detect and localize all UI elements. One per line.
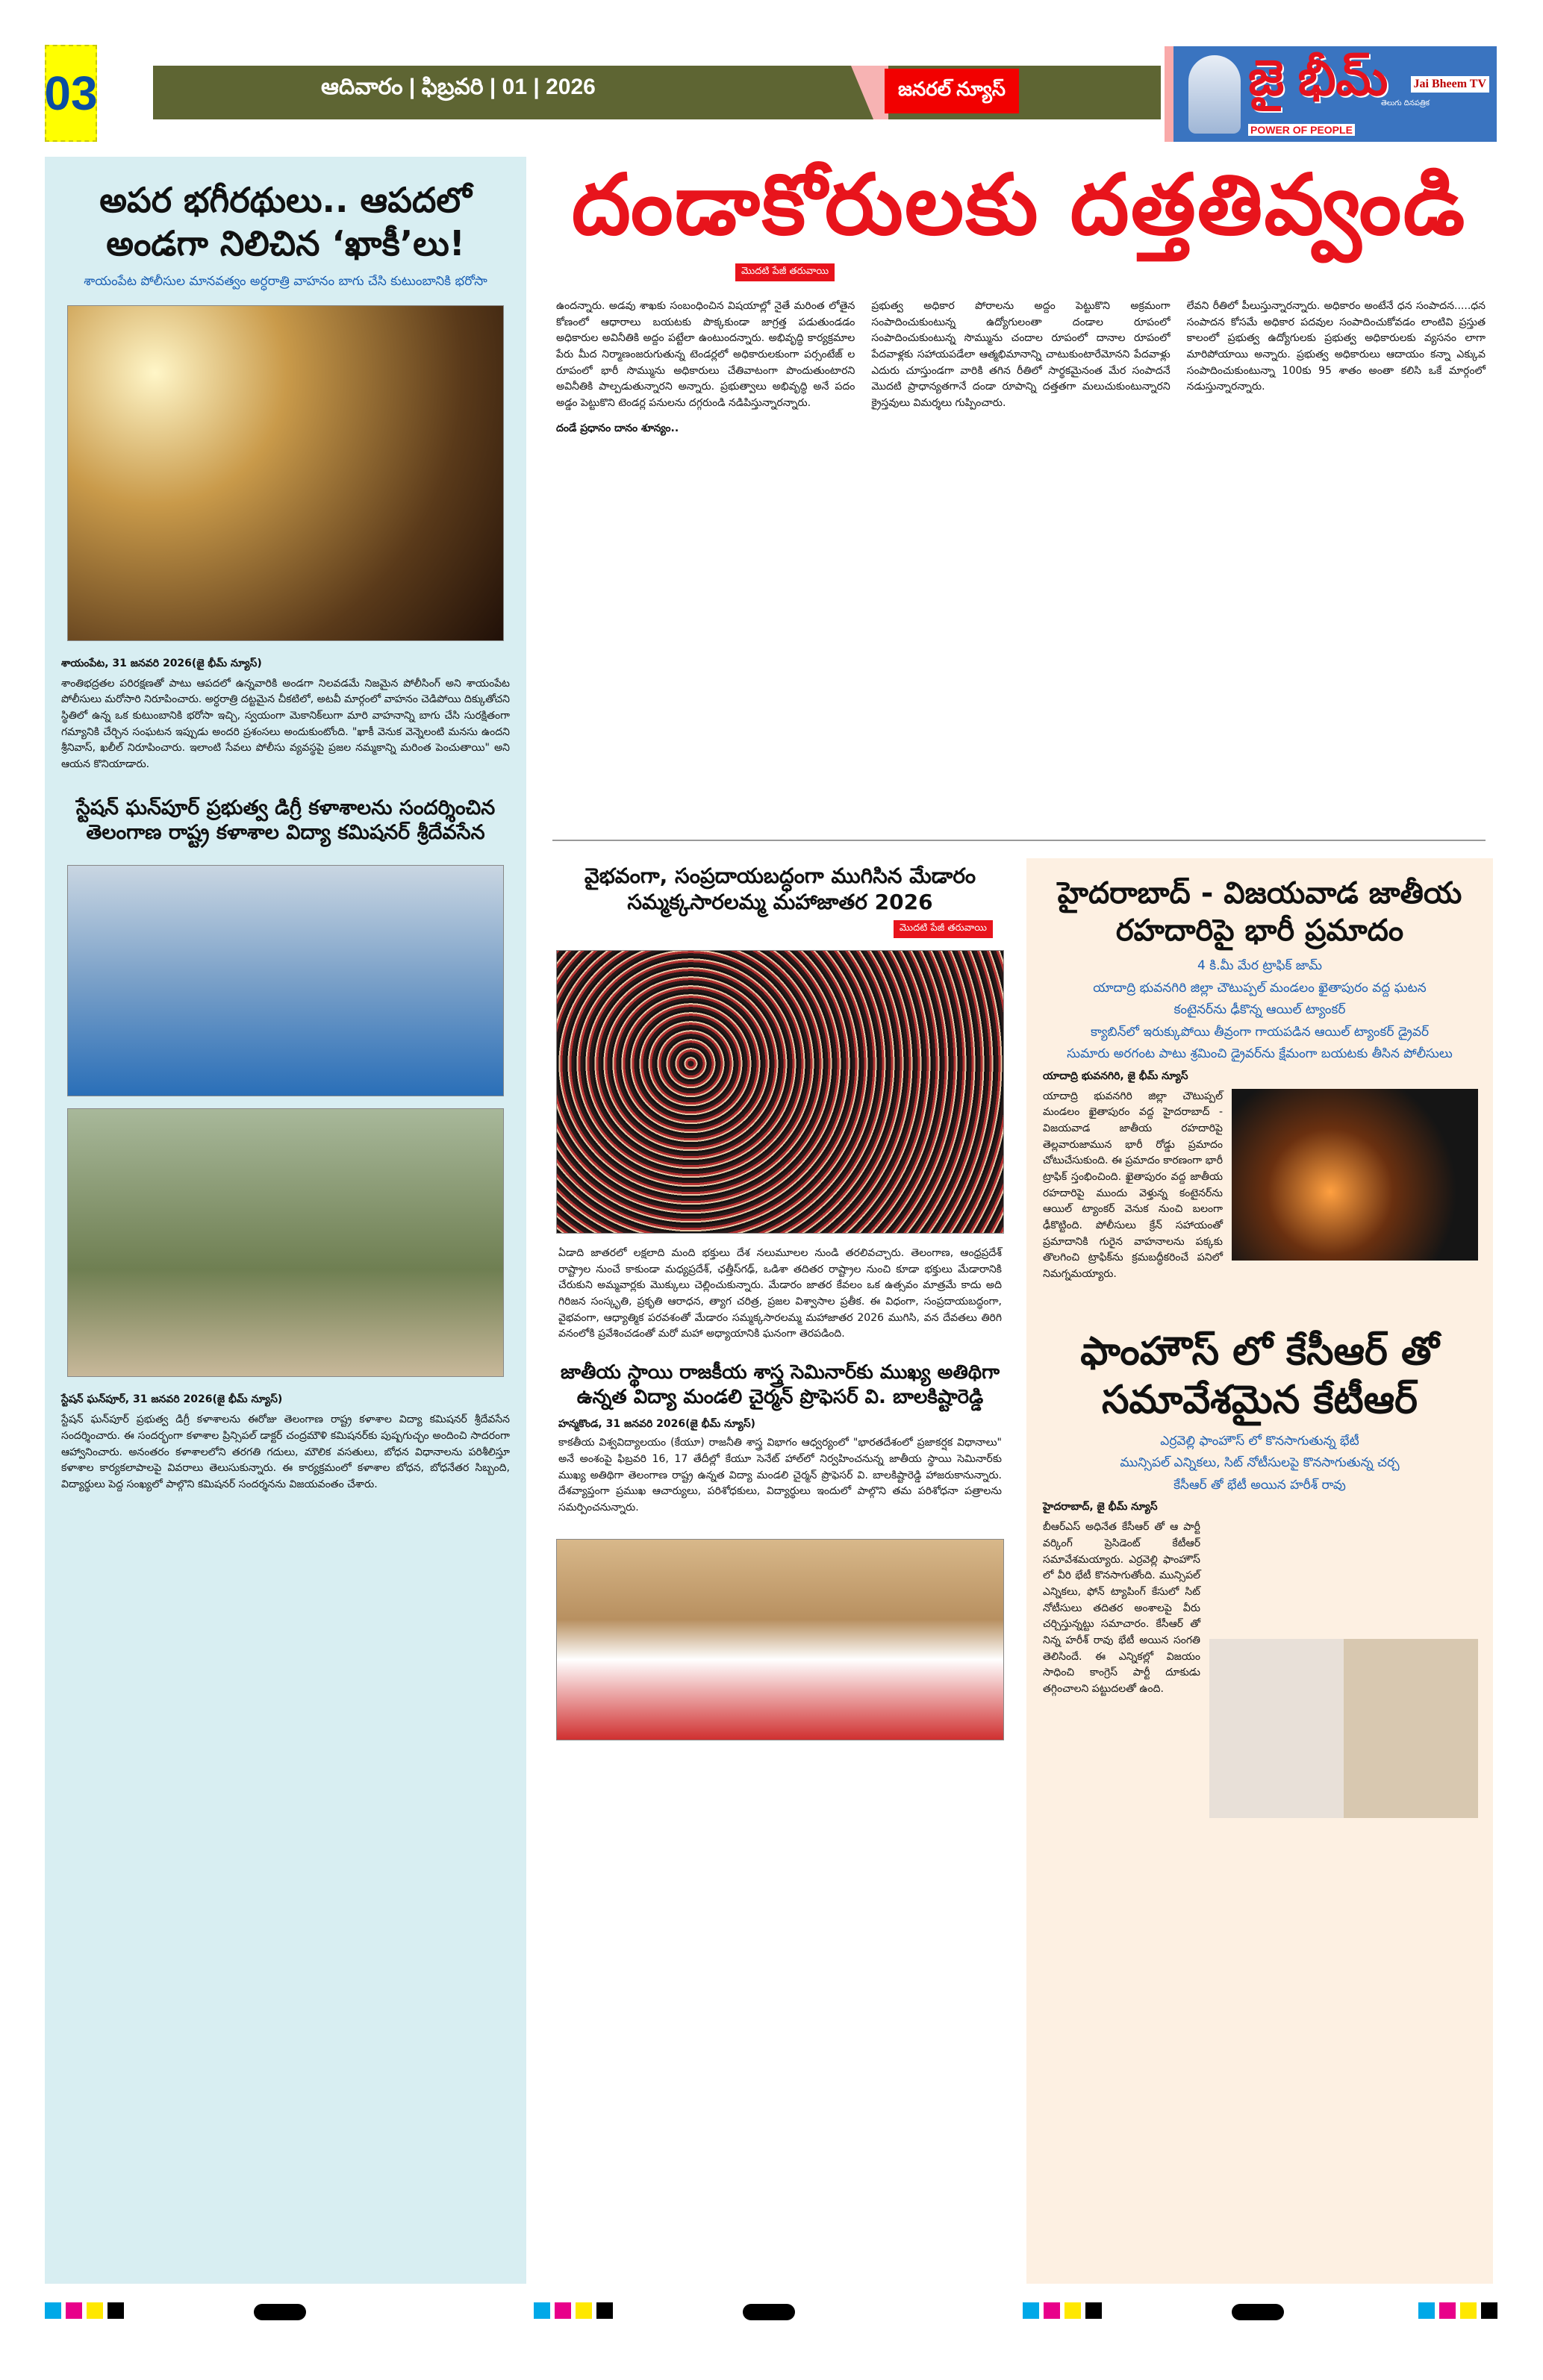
dateline: స్టేషన్ ఘన్‌పూర్, 31 జనవరి 2026(జై భీమ్ న్యూస్)	[61, 1393, 283, 1406]
section-tag: జనరల్ న్యూస్	[885, 69, 1019, 113]
classroom-photo	[67, 865, 504, 1096]
continued-tag: మొదటి పేజీ తరువాయి	[894, 920, 993, 938]
subhead: ఎర్రవెల్లి ఫాంహౌస్ లో కొనసాగుతున్న భేటీ	[1160, 1433, 1359, 1449]
article-headline: హైదరాబాద్ - విజయవాడ జాతీయ రహదారిపై భారీ ప్రమాదం	[1057, 876, 1462, 948]
masthead-logo	[1165, 46, 1497, 142]
logo-tagline: POWER OF PEOPLE	[1248, 124, 1355, 136]
right-column	[1026, 858, 1493, 2284]
article-column: ప్రభుత్వ అధికార పోరాలను అద్దం పెట్టుకొని అక్రమంగా సంపాదించుకుంటున్న ఉద్యోగులంతా దండాల రూపంలో సంపాదించుకుంటున్న సొమ్మును చందాల రూపంలో దానాల రూపంలో పేదవాళ్లకు సహాయపడేలా ఆత్మభిమానాన్ని చాటుకుంటారేమోనని పేదవాళ్లు ఎదురు చూస్తుండగా వారికి తగిన రీతిలో సార్థకమైనంత మేర సంపాదనే మొదటి ప్రాధాన్యతగానే దండా రూపాన్ని దత్తతగా మలుచుకుంటున్నారని క్రైస్తవులు విమర్శలు గుప్పించారు.	[871, 300, 1171, 410]
article-body: యాదాద్రి భువనగిరి జిల్లా చౌటుప్పల్ మండలం ఖైతాపురం వద్ద హైదరాబాద్ - విజయవాడ జాతీయ రహదారిపై తెల్లవారుజామున భారీ రోడ్డు ప్రమాదం చోటుచేసుకుంది. ఈ ప్రమాదం కారణంగా భారీ ట్రాఫిక్ స్తంభించింది. ఖైతాపురం వద్ద జాతీయ రహదారిపై ముందు వెళ్తున్న కంటైనర్‌ను ఆయిల్ ట్యాంకర్ వెనుక నుంచి బలంగా ఢీకొట్టింది. పోలీసులు క్రేన్ సహాయంతో ప్రమాదానికి గురైన వాహనాలను పక్కకు తొలగించి ట్రాఫిక్‌ను క్రమబద్ధీకరించే పనిలో నిమగ్నమయ్యారు.	[1043, 1090, 1223, 1281]
article-headline: జాతీయ స్థాయి రాజకీయ శాస్త్ర సెమినార్‌కు ముఖ్య అతిథిగా ఉన్నత విద్యా మండలి చైర్మన్ ప్రొఫెసర్ వి. బాలకిష్టారెడ్డి	[560, 1361, 1000, 1408]
article-body: ఏడాది జాతరలో లక్షలాది మంది భక్తులు దేశ నలుమూలల నుండి తరలివచ్చారు. తెలంగాణ, ఆంధ్రప్రదేశ్ రాష్ట్రాల నుంచే కాకుండా మధ్యప్రదేశ్, ఛత్తీస్‌గఢ్, ఒడిశా తదితర రాష్ట్రాల నుంచి కూడా భక్తులు మేడారానికి చేరుకుని అమ్మవార్లకు మొక్కులు చెల్లించుకున్నారు. మేడారం జాతర కేవలం ఒక ఉత్సవం మాత్రమే కాదు అది గిరిజన సంస్కృతి, ప్రకృతి ఆరాధన, త్యాగ చరిత్ర, ప్రజల విశ్వాసాల ప్రతీక. ఈ విధంగా, సంప్రదాయబద్ధంగా, వైభవంగా, ఆధ్యాత్మిక పరవశంతో మేడారం సమ్మక్కసారలమ్మ మహాజాతర 2026 ముగిసి, వన దేవతలు తిరిగి వనంలోకి ప్రవేశించడంతో మరో మహా అధ్యాయానికి ఘనంగా తెరపడింది.	[558, 1247, 1002, 1340]
dateline: యాదాద్రి భువనగిరి, జై భీమ్ న్యూస్	[1043, 1069, 1188, 1082]
logo-name: జై భీమ్	[1248, 50, 1388, 105]
registration-mark	[254, 2304, 306, 2320]
article-headline: వైభవంగా, సంప్రదాయబద్ధంగా ముగిసిన మేడారం సమ్మక్కసారలమ్మ మహాజాతర 2026	[584, 863, 976, 914]
campus-visit-photo	[67, 1108, 504, 1377]
seminar-poster-release-photo	[556, 1539, 1004, 1740]
subhead: 4 కి.మీ మేర ట్రాఫిక్ జామ్	[1197, 958, 1322, 973]
police-photo	[67, 305, 504, 641]
subhead: కంటైనర్‌ను ఢీకొన్న ఆయిల్ ట్యాంకర్	[1173, 1002, 1346, 1017]
subhead: క్యాబిన్‌లో ఇరుక్కుపోయి తీవ్రంగా గాయపడిన ఆయిల్ ట్యాంకర్ డ్రైవర్	[1090, 1024, 1430, 1040]
article-subheading: దండే ప్రధానం దానం శూన్యం..	[556, 422, 679, 434]
article-headline: ఫాంహౌస్ లో కేసీఆర్ తో సమావేశమైన కేటీఆర్	[1080, 1328, 1439, 1422]
registration-mark	[1232, 2304, 1284, 2320]
logo-subtitle: తెలుగు దినపత్రిక	[1380, 99, 1430, 107]
article-subhead: శాయంపేట పోలీసుల మానవత్వం అర్ధరాత్రి వాహనం బాగు చేసి కుటుంబానికి భరోసా	[84, 274, 487, 289]
subhead: యాదాద్రి భువనగిరి జిల్లా చౌటుప్పల్ మండలం ఖైతాపురం వద్ద ఘటన	[1093, 980, 1427, 996]
subhead: కేసీఆర్ తో భేటీ అయిన హరీశ్ రావు	[1173, 1477, 1346, 1493]
dateline: హైదరాబాద్, జై భీమ్ న్యూస్	[1043, 1501, 1158, 1514]
article-headline: అపర భగీరథులు.. ఆపదలో అండగా నిలిచిన ‘ఖాకీ’లు!	[99, 180, 472, 263]
article-column: లేవని రీతిలో పీలుస్తున్నారన్నారు. అధికారం అంటేనే ధన సంపాదన.....ధన సంపాదన కోసమే అధికార పదవుల సంపాదించుకోవడం లాంటివి ప్రస్తుత కాలంలో ప్రభుత్వ ఉద్యోగులకు ప్రభుత్వ అధికారులకు వ్యసనం లాగా మారిపోయాయి అన్నారు. ప్రభుత్వ అధికారులు ఆదాయం కన్నా ఎక్కువ సంపాదించుకుంటున్నా 100కు 95 శాతం అంతా కలిసి ఒకే మార్గంలో నడుస్తున్నారన్నారు.	[1186, 300, 1486, 393]
article-column: ఉందన్నారు. అడవు శాఖకు సంబంధించిన విషయాల్లో నైతే మరింత లోతైన కోణంలో ఆధారాలు బయటకు పొక్కకుండా జాగ్రత్త పడుతుండడం అధికారుల అవినీతికి అద్దం పట్టేలా ఉంటుందన్నారు. అభివృద్ధి కార్యక్రమాల పేరు మీద నిర్మాణంజరుగుతున్న టెండర్లలో అధికారులకుంగా పర్సంటేజ్ ల రూపంలో భారీ సొమ్మును అధికారులు చేతివాటంగా పొందుతుంటారని అవినీతికి పాల్పడుతున్నారని అన్నారు. ప్రభుత్వాలు అభివృద్ధి అనే పదం అడ్డం పెట్టుకొని టెండర్ల పనులను దగ్గరుండి నడిపిస్తున్నారన్నారు.	[556, 300, 855, 410]
accident-photo	[1232, 1089, 1478, 1261]
color-registration-bar	[1418, 2302, 1502, 2320]
registration-mark	[743, 2304, 795, 2320]
ambedkar-portrait-icon	[1188, 55, 1241, 134]
main-headline: దండాకోరులకు దత్తతివ్వండి	[571, 157, 1467, 254]
jai-bheem-tv-logo: Jai Bheem TV	[1411, 76, 1489, 93]
medaram-article	[552, 851, 1008, 1752]
issue-date: ఆదివారం | ఫిబ్రవరి | 01 | 2026	[321, 75, 596, 99]
subhead: సుమారు అరగంట పాటు శ్రమించి డ్రైవర్‌ను క్షేమంగా బయటకు తీసిన పోలీసులు	[1067, 1046, 1453, 1061]
article-body: శాంతిభద్రతల పరిరక్షణతో పాటు ఆపదలో ఉన్నవారికి అండగా నిలవడమే నిజమైన పోలీసింగ్ అని శాయంపేట పోలీసులు మరోసారి నిరూపించారు. అర్ధరాత్రి దట్టమైన చీకటిలో, అటవీ మార్గంలో వాహనం చెడిపోయి దిక్కుతోచని స్థితిలో ఉన్న ఒక కుటుంబానికి భరోసా ఇచ్చి, స్వయంగా మెకానిక్‌లుగా మారి వాహనాన్ని బాగు చేసి సురక్షితంగా గమ్యానికి చేర్చిన సంఘటన ఇప్పుడు అందరి ప్రశంసలు అందుకుంటోంది. "ఖాకీ వెనుక వెన్నెలంటి మనసు ఉందని శ్రీనివాస్, ఖలీల్ నిరూపించారు. ఇలాంటి సేవలు పోలీసు వ్యవస్థపై ప్రజల నమ్మకాన్ని మరింత పెంచుతాయి" అని ఆయన కొనియాడారు.	[61, 677, 510, 770]
dateline: శాయంపేట, 31 జనవరి 2026(జై భీమ్ న్యూస్)	[61, 657, 262, 669]
color-registration-bar	[1023, 2302, 1106, 2320]
color-registration-bar	[45, 2302, 128, 2320]
subhead: మున్సిపల్ ఎన్నికలు, సిట్ నోటీసులపై కొనసాగుతున్న చర్చ	[1120, 1455, 1400, 1471]
color-registration-bar	[534, 2302, 617, 2320]
divider	[552, 840, 1486, 841]
article-headline: స్టేషన్ ఘన్‌పూర్ ప్రభుత్వ డిగ్రీ కళాశాలను సందర్శించిన తెలంగాణ రాష్ట్ర కళాశాల విద్యా కమిషనర్ శ్రీదేవసేన	[75, 796, 496, 845]
left-column	[45, 157, 526, 2284]
article-body: స్టేషన్ ఘన్‌పూర్ ప్రభుత్వ డిగ్రీ కళాశాలను ఈరోజు తెలంగాణ రాష్ట్ర కళాశాల విద్యా కమిషనర్ శ్రీదేవసేన సందర్శించారు. ఈ సందర్భంగా కళాశాల ప్రిన్సిపల్ డాక్టర్ చంద్రమౌళి కమిషనర్‌కు పుష్పగుచ్ఛం అందించి సాదరంగా ఆహ్వానించారు. అనంతరం కళాశాలలోని తరగతి గదులు, మౌలిక వసతులు, బోధన విధానాలను పరిశీలిస్తూ కళాశాల కార్యకలాపాలపై వివరాలు తెలుసుకున్నారు. ఈ కార్యక్రమంలో కళాశాల బోధన, బోధనేతర సిబ్బంది, విద్యార్థులు పెద్ద సంఖ్యలో పాల్గొని కమిషనర్ సందర్శనను విజయవంతం చేశారు.	[61, 1414, 510, 1490]
article-body: కాకతీయ విశ్వవిద్యాలయం (కేయూ) రాజనీతి శాస్త్ర విభాగం ఆధ్వర్యంలో "భారతదేశంలో ప్రజాకర్షక విధానాలు" అనే అంశంపై ఫిబ్రవరి 16, 17 తేదీల్లో కేయూ సెనేట్ హాల్‌లో నిర్వహించనున్న జాతీయ స్థాయి సెమినార్‌కు ముఖ్య అతిథిగా తెలంగాణ రాష్ట్ర ఉన్నత విద్యా మండలి చైర్మన్ ప్రొఫెసర్ వి. బాలకిష్టారెడ్డి హాజరుకానున్నారు. దేశవ్యాప్తంగా ప్రముఖ ఆచార్యులు, పరిశోధకులు, విద్యార్థులు ఇందులో పాల్గొని తమ పరిశోధనా పత్రాలను సమర్పించనున్నారు.	[558, 1437, 1002, 1514]
continued-tag: మొదటి పేజీ తరువాయి	[735, 263, 835, 281]
jatara-crowd-photo	[556, 950, 1004, 1234]
ktr-kcr-photo	[1209, 1639, 1478, 1818]
article-body: బీఆర్ఎస్ అధినేత కేసీఆర్ తో ఆ పార్టీ వర్కింగ్ ప్రెసిడెంట్ కేటీఆర్ సమావేశమయ్యారు. ఎర్రవెల్లి ఫాంహౌస్ లో వీరి భేటీ కొనసాగుతోంది. మున్సిపల్ ఎన్నికలు, ఫోన్ ట్యాపింగ్ కేసులో సిట్ నోటీసులు తదితర అంశాలపై వీరు చర్చిస్తున్నట్టు సమాచారం. కేసీఆర్ తో నిన్న హరీశ్ రావు భేటీ అయిన సంగతి తెలిసిందే. ఈ ఎన్నికల్లో విజయం సాధించి కాంగ్రెస్ పార్టీ దూకుడు తగ్గించాలని పట్టుదలతో ఉంది.	[1043, 1521, 1200, 1696]
main-article-columns	[556, 299, 1486, 821]
dateline: హన్మకొండ, 31 జనవరి 2026(జై భీమ్ న్యూస్)	[558, 1418, 755, 1431]
page-number: 03	[45, 45, 97, 142]
